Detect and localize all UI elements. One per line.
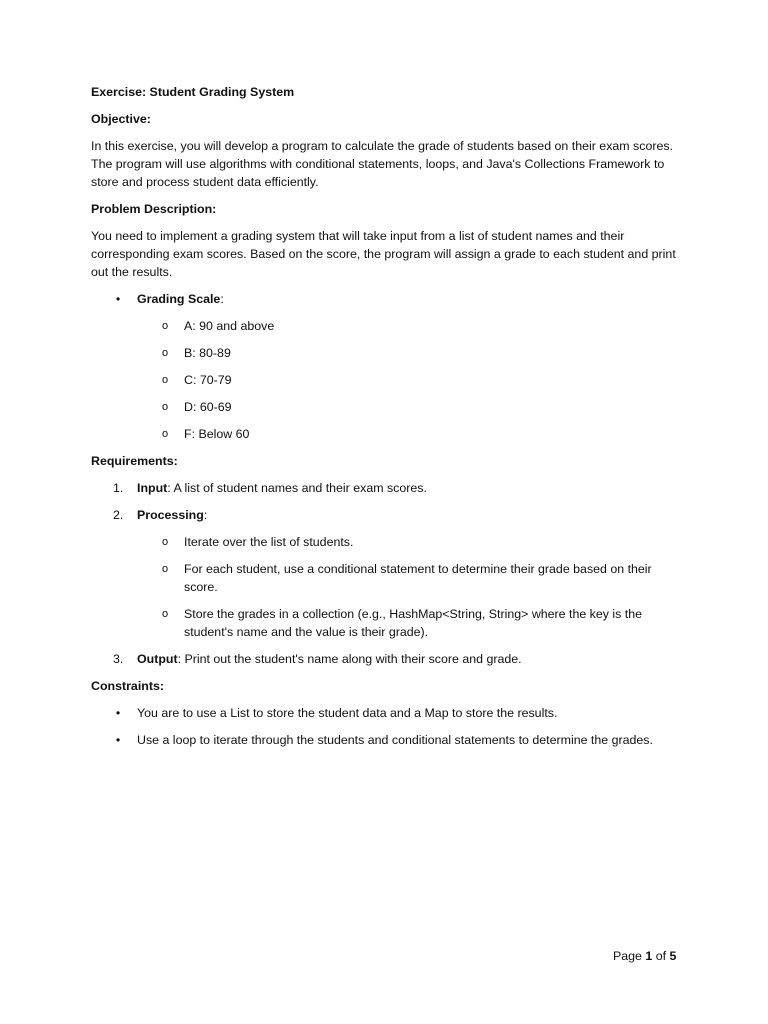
grade-item: [91, 398, 681, 416]
sub-bullet-icon: o: [161, 608, 169, 620]
constraints-list: [91, 704, 681, 749]
requirement-number: 2.: [113, 508, 124, 522]
objective-text: In this exercise, you will develop a program to calculate the grade of students based on their exam scores. The program will use algorithms with conditional statements, loops, and Java's Collections Framework to store and process student data efficiently.: [91, 139, 673, 189]
grade-text: F: Below 60: [184, 427, 250, 441]
grading-scale-colon: :: [220, 292, 224, 306]
requirement-label: Processing: [137, 508, 204, 522]
sub-bullet-icon: o: [161, 401, 169, 413]
grading-scale-item: [91, 290, 681, 443]
problem-text: You need to implement a grading system that will take input from a list of student names and their corresponding exam scores. Based on the score, the program will assign a grade to each student and print out the results.: [91, 229, 676, 279]
sub-bullet-icon: o: [161, 428, 169, 440]
processing-steps-list: [91, 533, 681, 641]
constraints-heading: Constraints:: [91, 679, 164, 693]
document-page: [91, 83, 681, 758]
page-of-label: of: [652, 949, 670, 963]
processing-step-text: Store the grades in a collection (e.g., HashMap<String, String> where the key is the student's name and the value is their grade).: [184, 607, 643, 639]
requirement-text: : Print out the student's name along with their score and grade.: [177, 652, 522, 666]
requirement-text: :: [203, 508, 208, 522]
document-title: Exercise: Student Grading System: [91, 85, 295, 99]
requirements-heading: Requirements:: [91, 454, 178, 468]
requirement-item: [91, 506, 681, 641]
constraint-item: [91, 704, 681, 722]
sub-bullet-icon: o: [161, 320, 169, 332]
processing-step-text: For each student, use a conditional statement to determine their grade based on their score.: [184, 562, 652, 594]
sub-bullet-icon: o: [161, 374, 169, 386]
requirement-number: 1.: [113, 481, 124, 495]
grade-item: [91, 371, 681, 389]
grade-item: [91, 344, 681, 362]
sub-bullet-icon: o: [161, 347, 169, 359]
constraint-text: You are to use a List to store the student data and a Map to store the results.: [137, 706, 558, 720]
page-current: 1: [645, 949, 653, 963]
requirement-text: : A list of student names and their exam scores.: [167, 481, 427, 495]
constraint-text: Use a loop to iterate through the students and conditional statements to determine the grades.: [137, 733, 653, 747]
grading-scale-label: Grading Scale: [137, 292, 221, 306]
sub-bullet-icon: o: [161, 536, 169, 548]
requirement-label: Output: [137, 652, 178, 666]
sub-bullet-icon: o: [161, 563, 169, 575]
requirement-item: [91, 479, 681, 497]
grade-text: A: 90 and above: [184, 319, 275, 333]
grade-item: [91, 425, 681, 443]
grade-text: B: 80-89: [184, 346, 231, 360]
requirement-item: [91, 650, 681, 668]
requirement-number: 3.: [113, 652, 124, 666]
bullet-icon: •: [115, 292, 121, 306]
requirement-label: Input: [137, 481, 168, 495]
grade-item: [91, 317, 681, 335]
grade-text: C: 70-79: [184, 373, 232, 387]
page-number-footer: [613, 947, 676, 965]
grading-scale-list: [91, 290, 681, 443]
processing-step: [91, 605, 681, 641]
requirements-list: [91, 479, 681, 668]
page-total: 5: [669, 949, 677, 963]
page-label: Page: [613, 949, 646, 963]
constraint-item: [91, 731, 681, 749]
problem-heading: Problem Description:: [91, 202, 217, 216]
processing-step-text: Iterate over the list of students.: [184, 535, 354, 549]
objective-heading: Objective:: [91, 112, 151, 126]
bullet-icon: •: [115, 706, 121, 720]
bullet-icon: •: [115, 733, 121, 747]
grade-list: [91, 317, 681, 443]
processing-step: [91, 560, 681, 596]
grade-text: D: 60-69: [184, 400, 232, 414]
processing-step: [91, 533, 681, 551]
